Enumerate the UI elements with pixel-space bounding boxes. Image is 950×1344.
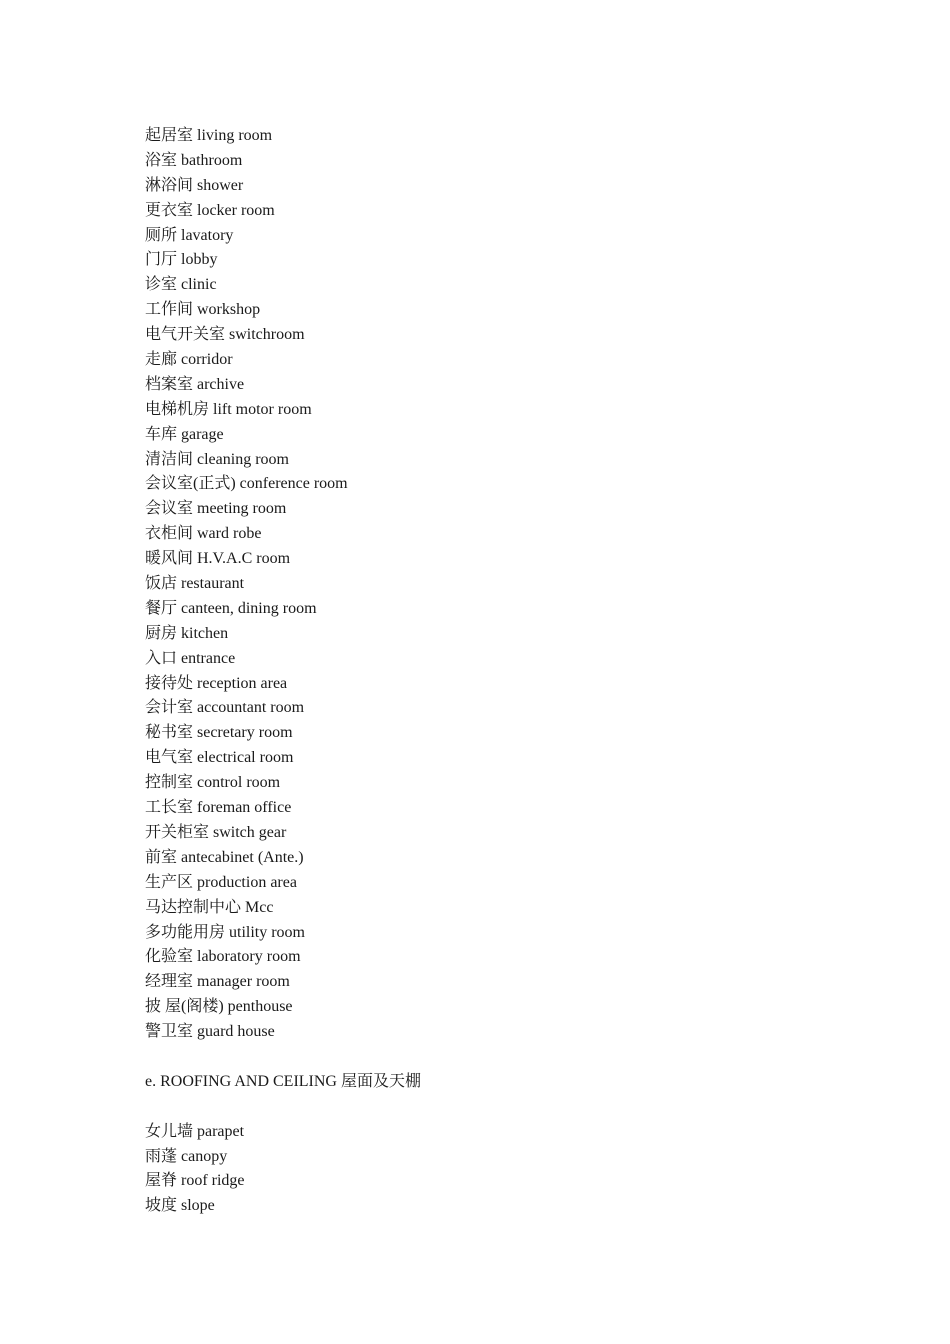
list-item: 诊室 clinic xyxy=(145,276,217,294)
section-heading: e. ROOFING AND CEILING 屋面及天棚 xyxy=(145,1072,421,1090)
list-item: 电梯机房 lift motor room xyxy=(145,400,312,418)
list-item: 门厅 lobby xyxy=(145,251,218,269)
list-item: 车库 garage xyxy=(145,425,224,443)
list-item: 女儿墙 parapet xyxy=(145,1122,245,1140)
list-item: 会计室 accountant room xyxy=(145,699,305,717)
list-item: 警卫室 guard house xyxy=(145,1023,275,1041)
list-item: 清洁间 cleaning room xyxy=(145,450,289,468)
list-item: 饭店 restaurant xyxy=(145,575,245,593)
list-item: 化验室 laboratory room xyxy=(145,948,301,966)
list-item: 走廊 corridor xyxy=(145,351,233,369)
list-item: 淋浴间 shower xyxy=(145,176,244,194)
list-item: 工作间 workshop xyxy=(145,301,261,319)
blank-line xyxy=(145,1095,845,1120)
list-item: 厕所 lavatory xyxy=(145,226,234,244)
list-item: 多功能用房 utility room xyxy=(145,923,306,941)
list-item: 屋脊 roof ridge xyxy=(145,1172,245,1190)
document-page xyxy=(145,124,845,1219)
list-item: 入口 entrance xyxy=(145,649,236,667)
list-item: 雨蓬 canopy xyxy=(145,1147,228,1165)
blank-line xyxy=(145,1045,845,1070)
list-item: 经理室 manager room xyxy=(145,973,290,991)
list-item: 前室 antecabinet (Ante.) xyxy=(145,848,304,866)
list-item: 档案室 archive xyxy=(145,375,245,393)
list-item: 电气开关室 switchroom xyxy=(145,326,305,344)
list-item: 披 屋(阁楼) penthouse xyxy=(145,998,293,1016)
list-item: 工长室 foreman office xyxy=(145,799,292,817)
list-item: 餐厅 canteen, dining room xyxy=(145,599,317,617)
list-item: 控制室 control room xyxy=(145,774,281,792)
list-item: 厨房 kitchen xyxy=(145,624,229,642)
list-item: 坡度 slope xyxy=(145,1197,215,1215)
list-item: 接待处 reception area xyxy=(145,674,288,692)
list-item: 马达控制中心 Mcc xyxy=(145,898,274,916)
list-item: 会议室 meeting room xyxy=(145,500,287,518)
list-item: 生产区 production area xyxy=(145,873,297,891)
list-item: 更衣室 locker room xyxy=(145,201,275,219)
list-item: 开关柜室 switch gear xyxy=(145,823,287,841)
list-item: 起居室 living room xyxy=(145,127,273,144)
list-item: 暖风间 H.V.A.C room xyxy=(145,550,291,568)
roofing-list xyxy=(145,1120,845,1220)
list-item: 电气室 electrical room xyxy=(145,749,294,767)
list-item: 衣柜间 ward robe xyxy=(145,525,262,543)
list-item: 秘书室 secretary room xyxy=(145,724,293,742)
list-item: 会议室(正式) conference room xyxy=(145,475,348,493)
room-list xyxy=(145,124,845,1045)
list-item: 浴室 bathroom xyxy=(145,151,243,169)
